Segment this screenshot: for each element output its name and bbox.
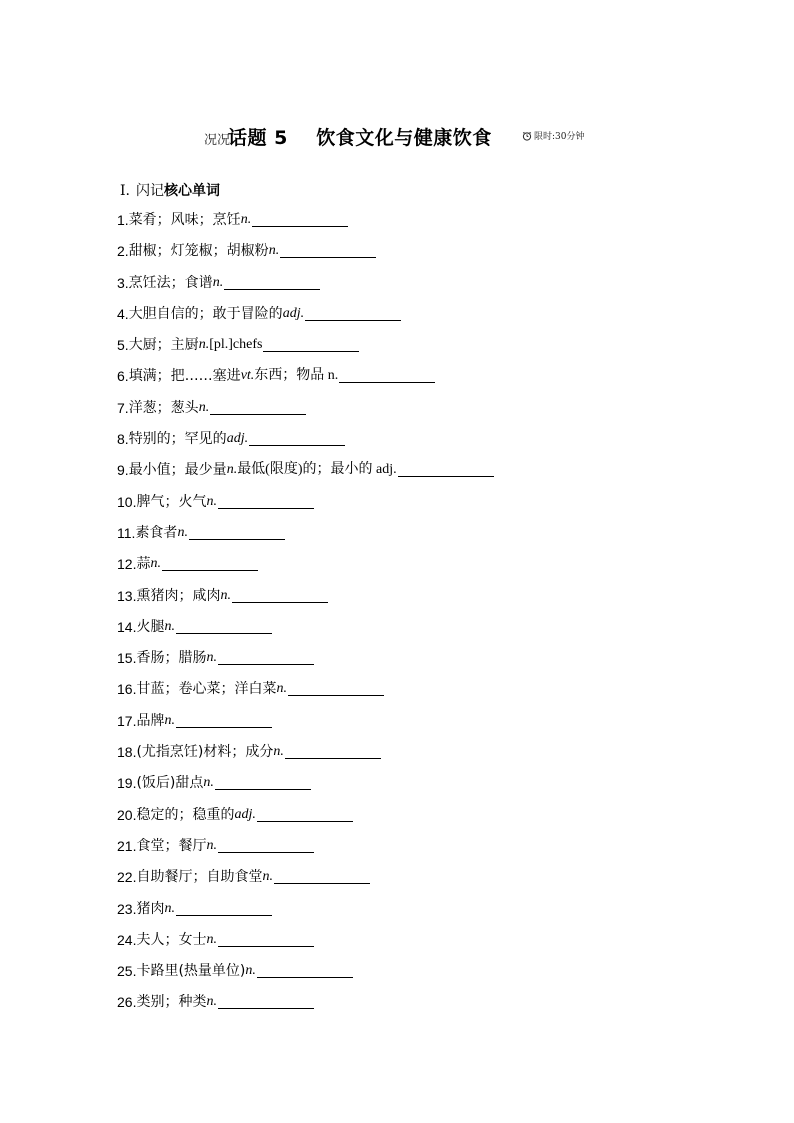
item-meaning: (尤指烹饪)材料；成分 [136,744,274,761]
vocab-item [117,428,494,459]
answer-blank[interactable] [162,553,258,571]
item-part-of-speech: n. [206,837,217,853]
item-part-of-speech: n. [206,650,217,666]
answer-blank[interactable] [285,741,381,759]
header-prefix: 况况 [204,133,231,148]
vocab-item [117,678,494,709]
item-number: 16. [117,681,137,698]
item-number: 17. [117,712,137,729]
vocab-item [117,647,494,678]
vocab-item [117,835,494,866]
item-meaning: 甜椒；灯笼椒；胡椒粉 [128,243,269,260]
item-part-of-speech: n. [164,900,175,916]
item-part-of-speech: n. [268,243,280,259]
item-meaning: 食堂；餐厅 [136,837,207,854]
item-meaning: 特别的；罕见的 [128,431,227,448]
timer-label: 限时:30分钟 [534,132,585,142]
answer-blank[interactable] [249,428,345,446]
item-part-of-speech: n. [245,963,256,979]
item-meaning: 稳定的；稳重的 [136,806,235,823]
answer-blank[interactable] [305,303,401,321]
vocab-item [117,741,494,772]
answer-blank[interactable] [280,240,376,258]
item-number: 6. [117,368,129,385]
item-number: 26. [117,994,137,1011]
item-meaning: 大胆自信的；敢于冒险的 [128,305,283,322]
item-number: 7. [117,399,129,416]
answer-blank[interactable] [263,334,359,352]
item-part-of-speech: n. [198,399,210,415]
answer-blank[interactable] [176,898,272,916]
item-part-of-speech: adj. [226,431,249,447]
item-part-of-speech: n. [164,618,175,634]
item-part-of-speech: n. [273,744,284,760]
item-number: 15. [117,650,137,667]
item-extra: 东西；物品 n. [254,368,339,384]
item-number: 4. [117,305,129,322]
vocab-item [117,397,494,428]
item-meaning: 火腿 [136,618,165,635]
answer-blank[interactable] [215,772,311,790]
vocab-item [117,491,494,522]
item-part-of-speech: n. [206,493,217,509]
answer-blank[interactable] [224,272,320,290]
item-number: 19. [117,775,137,792]
vocab-item [117,240,494,271]
vocab-item [117,209,494,240]
item-part-of-speech: n. [177,524,188,540]
vocab-item [117,898,494,929]
item-meaning: 夫人；女士 [136,931,207,948]
item-number: 8. [117,431,129,448]
answer-blank[interactable] [218,991,314,1009]
item-number: 24. [117,931,137,948]
item-number: 10. [117,493,137,510]
answer-blank[interactable] [252,209,348,227]
vocab-item [117,929,494,960]
item-meaning: 大厨；主厨 [128,337,199,354]
page-title: 话题 5 饮食文化与健康饮食 [228,127,492,149]
item-number: 22. [117,869,137,886]
answer-blank[interactable] [339,365,435,383]
item-meaning: (饭后)甜点 [136,775,204,792]
vocab-item [117,334,494,365]
answer-blank[interactable] [257,960,353,978]
item-extra: [pl.]chefs [209,337,263,353]
vocab-item [117,960,494,991]
item-number: 12. [117,556,137,573]
answer-blank[interactable] [189,522,285,540]
item-meaning: 熏猪肉；咸肉 [136,587,221,604]
item-part-of-speech: vt. [240,368,255,384]
item-extra: 最低(限度)的；最小的 adj. [237,462,397,478]
item-number: 23. [117,900,137,917]
answer-blank[interactable] [210,397,306,415]
alarm-clock-icon [522,131,532,141]
item-meaning: 甘蓝；卷心菜；洋白菜 [136,681,277,698]
section-heading [120,180,220,200]
item-part-of-speech: n. [206,931,217,947]
item-part-of-speech: n. [164,712,175,728]
item-meaning: 脾气；火气 [136,493,207,510]
vocab-item [117,272,494,303]
item-part-of-speech: n. [203,775,214,791]
vocab-item [117,991,494,1022]
item-number: 20. [117,806,137,823]
answer-blank[interactable] [218,491,314,509]
item-meaning: 烹饪法；食谱 [128,274,213,291]
page-header [0,123,794,149]
answer-blank[interactable] [398,459,494,477]
item-number: 1. [117,212,129,228]
vocab-item [117,866,494,897]
item-part-of-speech: n. [150,556,161,572]
vocab-item [117,553,494,584]
answer-blank[interactable] [218,835,314,853]
section-label-light: 闪记 [135,183,164,199]
answer-blank[interactable] [176,616,272,634]
item-part-of-speech: n. [220,587,231,603]
item-part-of-speech: n. [198,337,210,353]
item-meaning: 自助餐厅；自助食堂 [136,869,263,886]
item-meaning: 蒜 [136,556,151,573]
vocab-list [117,209,494,1023]
vocab-item [117,804,494,835]
item-number: 3. [117,274,129,291]
item-number: 2. [117,243,129,260]
item-meaning: 类别；种类 [136,994,207,1011]
item-meaning: 最小值；最少量 [128,462,227,479]
answer-blank[interactable] [274,866,370,884]
vocab-item [117,772,494,803]
vocab-item [117,616,494,647]
item-meaning: 菜肴；风味；烹饪 [128,212,241,228]
item-number: 11. [117,524,136,541]
item-number: 14. [117,618,137,635]
section-label-bold: 核心单词 [163,183,220,199]
item-part-of-speech: n. [276,681,287,697]
answer-blank[interactable] [288,678,384,696]
timer-badge [522,129,585,142]
vocab-item [117,585,494,616]
item-part-of-speech: adj. [234,806,256,822]
item-part-of-speech: adj. [282,305,305,321]
item-meaning: 卡路里(热量单位) [136,963,246,980]
vocab-item [117,459,494,490]
vocab-item [117,522,494,553]
vocab-item [117,710,494,741]
vocab-item [117,303,494,334]
item-part-of-speech: n. [226,462,238,478]
item-part-of-speech: n. [206,994,217,1010]
item-number: 25. [117,963,137,980]
item-meaning: 填满；把……塞进 [128,368,241,385]
answer-blank[interactable] [257,804,353,822]
item-part-of-speech: n. [212,274,224,290]
answer-blank[interactable] [218,647,314,665]
item-number: 9. [117,462,129,479]
item-meaning: 猪肉 [136,900,165,917]
answer-blank[interactable] [232,585,328,603]
answer-blank[interactable] [176,710,272,728]
item-number: 21. [117,837,137,854]
section-number: Ⅰ. [120,183,130,199]
item-number: 13. [117,587,137,604]
item-number: 5. [117,337,129,354]
item-meaning: 素食者 [135,524,178,541]
item-number: 18. [117,744,137,761]
item-part-of-speech: n. [262,869,273,885]
item-meaning: 品牌 [136,712,165,729]
answer-blank[interactable] [218,929,314,947]
item-meaning: 香肠；腊肠 [136,650,207,667]
item-meaning: 洋葱；葱头 [128,399,199,416]
item-part-of-speech: n. [240,212,252,227]
vocab-item [117,365,494,396]
